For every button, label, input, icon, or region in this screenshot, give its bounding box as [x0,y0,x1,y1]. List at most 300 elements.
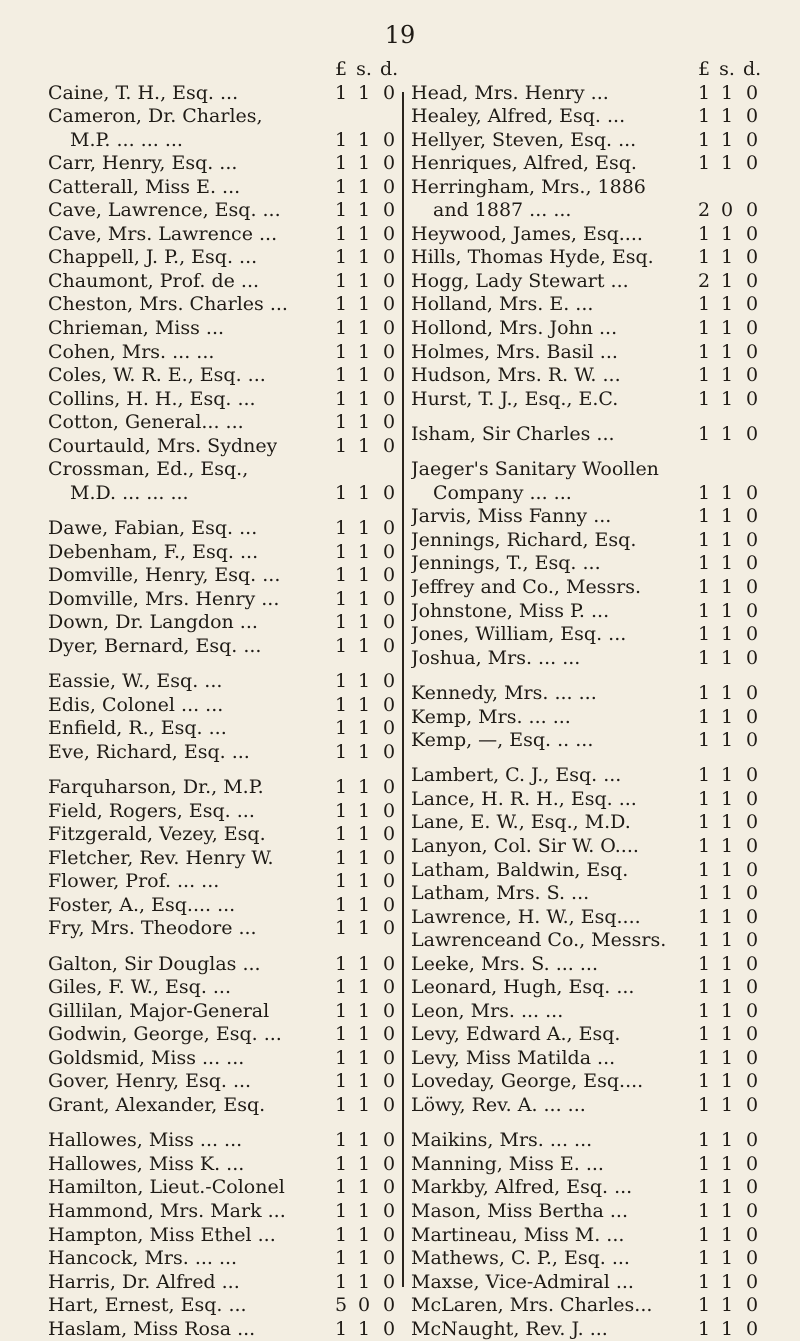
pounds-value: 1 [697,293,711,316]
subscriber-row [48,388,396,412]
shillings-value: 1 [720,152,734,175]
pence-value: 0 [382,976,396,999]
shillings-value: 1 [720,576,734,599]
subscriber-name: Domville, Mrs. Henry ... [48,587,280,610]
pounds-value: 1 [697,646,711,669]
subscriber-row [48,517,396,541]
pence-value: 0 [745,128,759,151]
shillings-value: 1 [357,611,371,634]
pence-value: 0 [382,799,396,822]
subscriber-row [48,635,396,659]
subscriber-row [411,882,760,906]
subscriber-row [411,246,760,270]
pence-value: 0 [382,434,396,457]
subscriber-name: Fletcher, Rev. Henry W. [48,846,274,869]
subscriber-row [411,176,760,200]
shillings-value: 1 [357,1129,371,1152]
pence-value: 0 [382,411,396,434]
subscriber-row [411,388,760,412]
pence-value: 0 [382,175,396,198]
pence-value: 0 [382,917,396,940]
pounds-value: 1 [334,799,348,822]
subscriber-row [48,1129,396,1153]
pence-value: 0 [745,1247,759,1270]
subscriber-row [411,1224,760,1248]
shillings-header: s. [719,58,735,80]
shillings-value: 1 [720,999,734,1022]
pounds-value: 1 [334,481,348,504]
currency-header-row [48,58,399,82]
pounds-value: 1 [334,293,348,316]
subscriber-row [48,541,396,565]
subscriber-row [411,1176,760,1200]
subscriber-row [411,482,760,506]
pence-value: 0 [745,929,759,952]
pounds-value: 1 [697,811,711,834]
subscriber-row [48,1224,396,1248]
pence-value: 0 [745,952,759,975]
pence-value: 0 [382,1294,396,1317]
subscriber-row [48,1318,396,1341]
shillings-value: 1 [357,222,371,245]
shillings-value: 1 [357,587,371,610]
shillings-value: 1 [357,293,371,316]
pounds-value: 1 [334,717,348,740]
shillings-value: 1 [720,317,734,340]
pence-value: 0 [745,105,759,128]
subscriber-name: Herringham, Mrs., 1886 [411,175,646,198]
subscriber-name: Holland, Mrs. E. ... [411,293,594,316]
subscriber-name: Hills, Thomas Hyde, Esq. [411,246,654,269]
pounds-value: 1 [697,623,711,646]
shillings-value: 1 [357,152,371,175]
pounds-value: 1 [697,929,711,952]
shillings-value: 1 [720,1247,734,1270]
subscriber-row [48,694,396,718]
pence-value: 0 [382,823,396,846]
pounds-value: 1 [697,858,711,881]
pence-value: 0 [382,634,396,657]
pence-value: 0 [382,1152,396,1175]
subscriber-row [48,1000,396,1024]
pounds-value: 1 [334,1023,348,1046]
subscriber-row [411,811,760,835]
pence-value: 0 [745,152,759,175]
subscriber-row [411,1318,760,1341]
pounds-value: 1 [697,835,711,858]
subscriber-name: Holmes, Mrs. Basil ... [411,340,618,363]
column-divider [402,92,404,1287]
pence-value: 0 [382,564,396,587]
subscriber-name: Jarvis, Miss Fanny ... [411,505,612,528]
subscriber-name: M.D. ... ... ... [70,481,189,504]
pounds-value: 1 [334,1223,348,1246]
page-number: 19 [384,21,416,49]
subscriber-name: Goldsmid, Miss ... ... [48,1046,245,1069]
subscriber-name: Debenham, F., Esq. ... [48,540,259,563]
shillings-value: 1 [357,1070,371,1093]
subscriber-name: Lanyon, Col. Sir W. O.... [411,835,639,858]
shillings-value: 1 [720,1023,734,1046]
subscriber-row [411,953,760,977]
shillings-value: 1 [720,481,734,504]
subscriber-row [48,129,396,153]
pence-value: 0 [745,505,759,528]
subscriber-row [48,293,396,317]
pounds-value: 1 [697,1070,711,1093]
subscriber-name: Catterall, Miss E. ... [48,175,241,198]
subscriber-name: Manning, Miss E. ... [411,1152,604,1175]
pounds-value: 1 [697,599,711,622]
shillings-value: 1 [357,340,371,363]
shillings-value: 1 [357,976,371,999]
subscriber-row [411,105,760,129]
subscriber-row [411,1247,760,1271]
shillings-value: 1 [720,528,734,551]
pence-value: 0 [382,517,396,540]
pounds-value: 1 [697,481,711,504]
pence-value: 0 [745,905,759,928]
shillings-value: 1 [720,1129,734,1152]
pounds-value: 1 [334,952,348,975]
subscriber-row [411,529,760,553]
subscriber-name: Edis, Colonel ... ... [48,693,224,716]
subscriber-row [48,847,396,871]
subscriber-row [48,105,396,129]
subscriber-name: Jennings, Richard, Esq. [411,528,637,551]
subscriber-row [411,682,760,706]
pence-value: 0 [382,1223,396,1246]
shillings-value: 1 [720,623,734,646]
shillings-value: 1 [720,505,734,528]
shillings-value: 1 [720,976,734,999]
pence-value: 0 [745,1046,759,1069]
subscriber-name: Dyer, Bernard, Esq. ... [48,634,262,657]
shillings-value: 1 [357,434,371,457]
subscriber-name: Hart, Ernest, Esq. ... [48,1294,247,1317]
pounds-value: 1 [334,893,348,916]
shillings-value: 1 [357,693,371,716]
subscriber-name: Haslam, Miss Rosa ... [48,1317,256,1340]
subscriber-name: Crossman, Ed., Esq., [48,458,249,481]
subscriber-name: Hollond, Mrs. John ... [411,317,618,340]
subscriber-name: Foster, A., Esq.... ... [48,893,236,916]
shillings-value: 1 [357,740,371,763]
pence-value: 0 [382,1317,396,1340]
subscriber-name: Enfield, R., Esq. ... [48,717,227,740]
subscriber-name: Lance, H. R. H., Esq. ... [411,787,637,810]
subscriber-name: Levy, Miss Matilda ... [411,1046,616,1069]
pence-value: 0 [745,481,759,504]
subscriber-name: Henriques, Alfred, Esq. [411,152,637,175]
pounds-value: 1 [334,128,348,151]
shillings-value: 1 [357,364,371,387]
subscriber-name: Grant, Alexander, Esq. [48,1094,266,1117]
pounds-value: 1 [334,517,348,540]
subscriber-row [411,764,760,788]
section-gap [48,941,396,953]
subscriber-row [48,1094,396,1118]
subscriber-row [411,317,760,341]
pence-value: 0 [382,128,396,151]
subscriber-name: Field, Rogers, Esq. ... [48,799,255,822]
subscriber-name: Maikins, Mrs. ... ... [411,1129,593,1152]
pounds-value: 1 [334,976,348,999]
subscriber-name: Caine, T. H., Esq. ... [48,81,239,104]
subscriber-row [411,1070,760,1094]
pounds-value: 1 [334,1317,348,1340]
subscriber-row [411,835,760,859]
subscriber-name: Cotton, General... ... [48,411,244,434]
pence-value: 0 [382,293,396,316]
pounds-value: 1 [334,199,348,222]
pounds-value: 1 [697,1176,711,1199]
pence-value: 0 [382,846,396,869]
shillings-value: 1 [357,564,371,587]
pounds-value: 1 [697,1094,711,1117]
shillings-value: 1 [720,1094,734,1117]
shillings-value: 1 [720,1317,734,1340]
subscriber-row [48,152,396,176]
shillings-value: 1 [720,269,734,292]
pounds-value: 1 [334,317,348,340]
pounds-value: 2 [697,199,711,222]
subscriber-name: Latham, Mrs. S. ... [411,882,590,905]
pounds-value: 1 [697,422,711,445]
subscriber-name: M.P. ... ... ... [70,128,183,151]
subscriber-row [48,870,396,894]
pounds-value: 1 [334,269,348,292]
subscriber-name: Farquharson, Dr., M.P. [48,776,264,799]
subscriber-row [48,176,396,200]
pounds-value: 1 [334,1199,348,1222]
subscriber-row [411,293,760,317]
subscriber-name: Hurst, T. J., Esq., E.C. [411,387,619,410]
pounds-value: 1 [334,81,348,104]
subscriber-row [411,152,760,176]
pounds-value: 5 [334,1294,348,1317]
pounds-value: 1 [697,528,711,551]
subscriber-name: Coles, W. R. E., Esq. ... [48,364,266,387]
subscriber-name: Mathews, C. P., Esq. ... [411,1247,630,1270]
pence-value: 0 [745,1023,759,1046]
pounds-value: 1 [334,587,348,610]
pounds-value: 1 [334,999,348,1022]
subscriber-row [411,1129,760,1153]
subscriber-name: Galton, Sir Douglas ... [48,952,261,975]
subscriber-name: Mason, Miss Bertha ... [411,1199,629,1222]
subscriber-name: Hudson, Mrs. R. W. ... [411,364,621,387]
subscriber-name: Fry, Mrs. Theodore ... [48,917,257,940]
subscriber-name: Eassie, W., Esq. ... [48,670,223,693]
pence-value: 0 [745,1129,759,1152]
subscriber-name: Jeffrey and Co., Messrs. [411,576,642,599]
shillings-value: 1 [720,340,734,363]
subscriber-row [48,1271,396,1295]
pence-value: 0 [745,364,759,387]
pence-value: 0 [745,528,759,551]
pence-value: 0 [745,787,759,810]
pence-value: 0 [745,646,759,669]
subscriber-name: Leon, Mrs. ... ... [411,999,564,1022]
subscriber-name: Eve, Richard, Esq. ... [48,740,250,763]
pounds-value: 1 [334,1094,348,1117]
subscriber-row [48,482,396,506]
shillings-value: 1 [357,269,371,292]
shillings-value: 0 [357,1294,371,1317]
shillings-value: 1 [720,246,734,269]
shillings-value: 1 [357,1094,371,1117]
pence-value: 0 [745,269,759,292]
shillings-value: 1 [720,1176,734,1199]
subscriber-row [48,341,396,365]
pounds-value: 1 [697,1223,711,1246]
shillings-value: 1 [720,552,734,575]
pounds-value: 1 [697,152,711,175]
pounds-value: 1 [697,1247,711,1270]
pence-value: 0 [382,717,396,740]
pence-value: 0 [745,681,759,704]
subscriber-name: Joshua, Mrs. ... ... [411,646,581,669]
subscriber-row [411,341,760,365]
subscriber-row [411,1094,760,1118]
subscriber-name: Heywood, James, Esq.... [411,222,643,245]
subscriber-row [48,223,396,247]
pounds-value: 1 [334,693,348,716]
subscriber-name: Fitzgerald, Vezey, Esq. [48,823,266,846]
subscriber-row [48,800,396,824]
subscriber-row [411,600,760,624]
pence-value: 0 [382,611,396,634]
shillings-value: 0 [720,199,734,222]
pounds-value: 1 [334,634,348,657]
pounds-value: 1 [697,552,711,575]
subscriber-row [48,564,396,588]
shillings-value: 1 [720,1046,734,1069]
pence-value: 0 [382,364,396,387]
subscriber-name: McLaren, Mrs. Charles... [411,1294,653,1317]
shillings-value: 1 [357,128,371,151]
pence-value: 0 [382,152,396,175]
section-gap [48,658,396,670]
shillings-value: 1 [720,387,734,410]
subscriber-row [411,788,760,812]
subscriber-row [411,458,760,482]
shillings-value: 1 [720,905,734,928]
shillings-value: 1 [357,823,371,846]
pence-value: 0 [382,587,396,610]
pounds-value: 1 [697,1129,711,1152]
pounds-value: 1 [334,540,348,563]
subscriber-name: Hancock, Mrs. ... ... [48,1247,238,1270]
subscriber-name: Hogg, Lady Stewart ... [411,269,629,292]
subscriber-row [48,317,396,341]
subscriber-row [48,364,396,388]
pence-value: 0 [745,1223,759,1246]
subscriber-row [411,505,760,529]
subscriber-name: Leonard, Hugh, Esq. ... [411,976,635,999]
pence-value: 0 [382,81,396,104]
shillings-value: 1 [357,634,371,657]
shillings-value: 1 [357,1176,371,1199]
subscriber-row [411,647,760,671]
subscriber-row [48,588,396,612]
subscriber-name: Harris, Dr. Alfred ... [48,1270,240,1293]
pounds-value: 1 [697,1270,711,1293]
pence-value: 0 [382,540,396,563]
section-gap [411,411,760,423]
pence-value: 0 [745,1270,759,1293]
subscriber-name: Jennings, T., Esq. ... [411,552,601,575]
pounds-value: 1 [334,1176,348,1199]
pounds-value: 1 [334,222,348,245]
section-gap [411,670,760,682]
subscriber-name: Godwin, George, Esq. ... [48,1023,282,1046]
pounds-value: 1 [334,175,348,198]
shillings-value: 1 [720,105,734,128]
pounds-value: 1 [334,434,348,457]
pounds-value: 1 [697,246,711,269]
pounds-value: 1 [334,823,348,846]
pounds-value: 1 [334,246,348,269]
pence-value: 0 [745,317,759,340]
subscriber-row [48,435,396,459]
shillings-value: 1 [357,776,371,799]
pounds-value: 1 [697,1023,711,1046]
subscriber-row [48,411,396,435]
pence-header: d. [743,58,762,80]
pounds-value: 1 [697,105,711,128]
subscriber-name: Cave, Mrs. Lawrence ... [48,222,278,245]
pence-value: 0 [382,222,396,245]
subscriber-name: Jones, William, Esq. ... [411,623,627,646]
shillings-value: 1 [357,387,371,410]
shillings-value: 1 [720,882,734,905]
shillings-value: 1 [357,1247,371,1270]
pence-value: 0 [745,422,759,445]
pounds-value: 1 [697,340,711,363]
shillings-value: 1 [357,846,371,869]
subscriber-row [411,906,760,930]
subscriber-row [411,223,760,247]
shillings-value: 1 [720,764,734,787]
pounds-value: 1 [334,776,348,799]
subscriber-list-left-column [48,58,399,1341]
subscriber-row [411,423,760,447]
subscriber-name: and 1887 ... ... [433,199,572,222]
pounds-value: 1 [697,681,711,704]
pence-value: 0 [382,1247,396,1270]
subscriber-name: Kennedy, Mrs. ... ... [411,681,597,704]
subscriber-row [48,199,396,223]
subscriber-name: Down, Dr. Langdon ... [48,611,258,634]
subscriber-name: Hamilton, Lieut.-Colonel [48,1176,285,1199]
subscriber-row [48,741,396,765]
shillings-value: 1 [720,293,734,316]
shillings-value: 1 [720,646,734,669]
subscriber-row [48,1070,396,1094]
pence-value: 0 [382,670,396,693]
subscriber-name: Cheston, Mrs. Charles ... [48,293,288,316]
subscriber-row [48,270,396,294]
pounds-value: 1 [334,411,348,434]
subscriber-name: Levy, Edward A., Esq. [411,1023,621,1046]
shillings-value: 1 [720,1223,734,1246]
pence-value: 0 [745,199,759,222]
subscriber-row [411,552,760,576]
shillings-value: 1 [357,1199,371,1222]
subscriber-name: Hallowes, Miss K. ... [48,1152,245,1175]
